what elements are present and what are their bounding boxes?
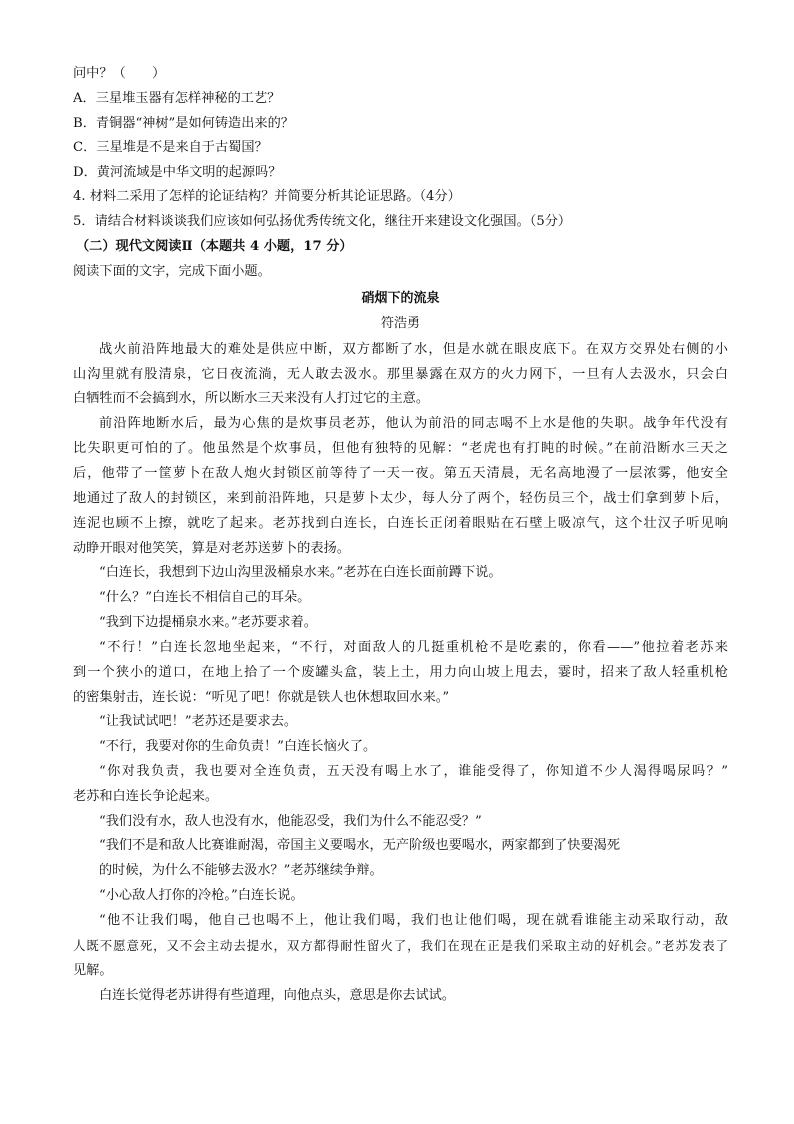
article-line: “我们不是和敌人比赛谁耐渴，帝国主义要喝水，无产阶级也要喝水，两家都到了快要渴死: [99, 838, 621, 853]
article-line: “你对我负责，我也要对全连负责，五天没有喝上水了，谁能受得了，你知道不少人渴得喝尿吗？”: [99, 764, 728, 779]
question-4: 4. 材料二采用了怎样的论证结构？并简要分析其论证思路。（4分）: [73, 189, 461, 204]
article-line: 山沟里就有股清泉，它日夜流淌，无人敢去汲水。那里暴露在双方的火力网下，一旦有人去汲水，只会白: [73, 367, 728, 382]
question-3-option-b: B．青铜器“神树”是如何铸造出来的？: [73, 116, 294, 131]
article-line: “不行！”白连长忽地坐起来，“不行，对面敌人的几挺重机枪不是吃素的，你看——”他拉着老苏来: [99, 640, 728, 655]
article-line: “他不让我们喝，他自己也喝不上，他让我们喝，我们也让他们喝，现在就看谁能主动采取行动，敌: [99, 913, 728, 928]
section-instruction: 阅读下面的文字，完成下面小题。: [73, 264, 271, 279]
article-line: 到一个狭小的道口，在地上拾了一个废罐头盒，装上土，用力向山坡上甩去，霎时，招来了敌人轻重机枪: [73, 665, 728, 680]
article-line: 战火前沿阵地最大的难处是供应中断，双方都断了水，但是水就在眼皮底下。在双方交界处右侧的小: [99, 342, 728, 357]
article-line: “让我试试吧！”老苏还是要求去。: [99, 714, 298, 729]
section-heading: （二）现代文阅读Ⅱ（本题共 4 小题，17 分）: [76, 239, 353, 254]
article-line: 老苏和白连长争论起来。: [73, 789, 219, 804]
article-line: 白连长觉得老苏讲得有些道理，向他点头，意思是你去试试。: [99, 988, 456, 1003]
question-3-option-c: C．三星堆是不是来自于古蜀国？: [73, 140, 268, 155]
article-line: 地通过了敌人的封锁区，来到前沿阵地，只是萝卜太少，每人分了两个，轻伤员三个，战士们拿到萝卜后，: [73, 491, 728, 506]
article-line: 后，他带了一筐萝卜在敌人炮火封锁区前等待了一天一夜。第五天清晨，无名高地漫了一层浓雾，他安全: [73, 466, 728, 481]
article-line: 动睁开眼对他笑笑，算是对老苏送萝卜的表扬。: [73, 541, 350, 556]
article-line: 白牺牲而不会搞到水，所以断水三天来没有人打过它的主意。: [73, 391, 430, 406]
article-line: “什么？”白连长不相信自己的耳朵。: [99, 590, 311, 605]
article-line: 的时候，为什么不能够去汲水？”老苏继续争辩。: [99, 863, 383, 878]
article-line: 连泥也顾不上擦，就吃了起来。老苏找到白连长，白连长正闭着眼贴在石壁上吸凉气，这个壮汉子听见响: [73, 516, 728, 531]
question-5: 5．请结合材料谈谈我们应该如何弘扬优秀传统文化，继往开来建设文化强国。（5分）: [73, 214, 572, 229]
article-line: “小心敌人打你的冷枪。”白连长说。: [99, 888, 304, 903]
question-3-option-d: D．黄河流域是中华文明的起源吗？: [73, 165, 282, 180]
article-line: “我们没有水，敌人也没有水，他能忍受，我们为什么不能忍受？”: [99, 814, 482, 829]
question-3-option-a: A．三星堆玉器有怎样神秘的工艺？: [73, 91, 281, 106]
article-line: “不行，我要对你的生命负责！”白连长恼火了。: [99, 739, 377, 754]
article-line: 的密集射击，连长说：“听见了吧！你就是铁人也休想取回水来。”: [73, 690, 450, 705]
article-author: 符浩勇: [380, 316, 420, 331]
article-line: “白连长，我想到下边山沟里汲桶泉水来。”老苏在白连长面前蹲下说。: [99, 565, 502, 580]
article-title: 硝烟下的流泉: [361, 291, 440, 306]
article-line: 前沿阵地断水后，最为心焦的是炊事员老苏，他认为前沿的同志喝不上水是他的失职。战争年代没有: [99, 416, 728, 431]
article-line: “我到下边提桶泉水来。”老苏要求着。: [99, 615, 317, 630]
article-line: 比失职更可怕的了。他虽然是个炊事员，但他有独特的见解：“老虎也有打盹的时候。”在前沿断水三天之: [73, 441, 728, 456]
article-line: 人既不愿意死，又不会主动去提水，双方都得耐性留火了，我们在现在正是我们采取主动的好机会。”老苏发表了: [73, 938, 728, 953]
article-line: 见解。: [73, 963, 113, 978]
question-3-stem-tail: 问中？（ ）: [73, 66, 166, 81]
